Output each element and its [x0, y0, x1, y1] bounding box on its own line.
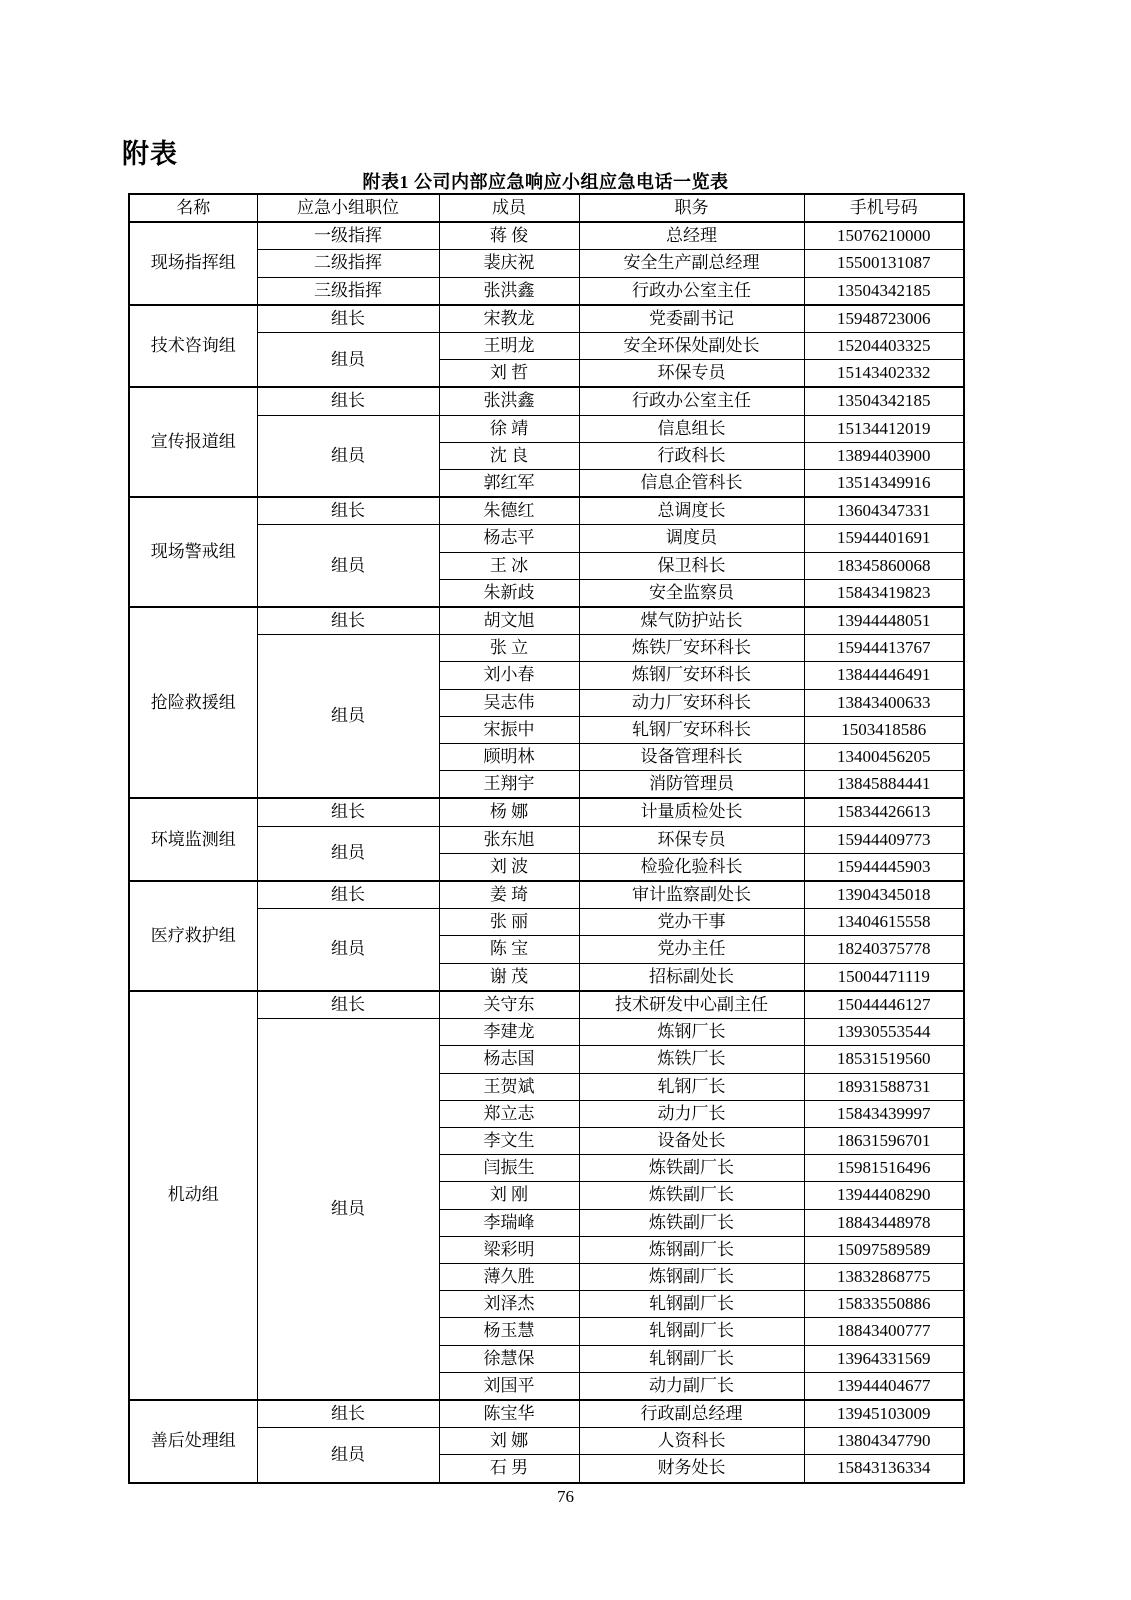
member-cell: 胡文旭 — [439, 607, 579, 635]
role-cell: 组长 — [257, 497, 439, 525]
phone-cell: 13504342185 — [804, 387, 964, 415]
phone-cell: 13843400633 — [804, 689, 964, 716]
role-cell: 组长 — [257, 607, 439, 635]
duty-cell: 炼钢副厂长 — [579, 1236, 804, 1263]
duty-cell: 党办主任 — [579, 936, 804, 963]
role-cell: 组员 — [257, 415, 439, 497]
phone-cell: 15843419823 — [804, 579, 964, 607]
table-body — [129, 222, 964, 1482]
member-cell: 梁彩明 — [439, 1236, 579, 1263]
group-name-cell: 环境监测组 — [129, 798, 257, 881]
phone-cell: 15981516496 — [804, 1155, 964, 1182]
table-row — [129, 387, 964, 415]
duty-cell: 党委副书记 — [579, 305, 804, 333]
phone-cell: 15097589589 — [804, 1236, 964, 1263]
emergency-contact-table — [128, 193, 965, 1484]
duty-cell: 炼钢副厂长 — [579, 1263, 804, 1290]
duty-cell: 安全生产副总经理 — [579, 250, 804, 277]
phone-cell: 13404615558 — [804, 909, 964, 936]
phone-cell: 15843136334 — [804, 1455, 964, 1483]
role-cell: 组员 — [257, 909, 439, 991]
role-cell: 组长 — [257, 305, 439, 333]
member-cell: 吴志伟 — [439, 689, 579, 716]
phone-cell: 15843439997 — [804, 1100, 964, 1127]
phone-cell: 15076210000 — [804, 222, 964, 250]
duty-cell: 总经理 — [579, 222, 804, 250]
role-cell: 一级指挥 — [257, 222, 439, 250]
member-cell: 刘国平 — [439, 1372, 579, 1400]
member-cell: 姜 琦 — [439, 881, 579, 909]
member-cell: 王翔宇 — [439, 771, 579, 799]
column-header-member: 成员 — [439, 194, 579, 222]
table-row — [129, 881, 964, 909]
duty-cell: 消防管理员 — [579, 771, 804, 799]
duty-cell: 轧钢副厂长 — [579, 1291, 804, 1318]
group-name-cell: 机动组 — [129, 991, 257, 1400]
role-cell: 组长 — [257, 1400, 439, 1428]
duty-cell: 总调度长 — [579, 497, 804, 525]
phone-cell: 15143402332 — [804, 360, 964, 388]
table-header-row — [129, 194, 964, 222]
duty-cell: 炼钢厂长 — [579, 1019, 804, 1046]
phone-cell: 13944408290 — [804, 1182, 964, 1209]
phone-cell: 15833550886 — [804, 1291, 964, 1318]
member-cell: 张 立 — [439, 635, 579, 662]
phone-cell: 13604347331 — [804, 497, 964, 525]
phone-cell: 15500131087 — [804, 250, 964, 277]
phone-cell: 15944413767 — [804, 635, 964, 662]
group-name-cell: 抢险救援组 — [129, 607, 257, 798]
group-name-cell: 医疗救护组 — [129, 881, 257, 991]
phone-cell: 15834426613 — [804, 798, 964, 826]
group-name-cell: 善后处理组 — [129, 1400, 257, 1483]
member-cell: 蒋 俊 — [439, 222, 579, 250]
emergency-contact-table-container — [128, 193, 963, 1484]
phone-cell: 13944404677 — [804, 1372, 964, 1400]
phone-cell: 15944401691 — [804, 525, 964, 552]
phone-cell: 13945103009 — [804, 1400, 964, 1428]
member-cell: 宋教龙 — [439, 305, 579, 333]
duty-cell: 设备处长 — [579, 1127, 804, 1154]
phone-cell: 15944445903 — [804, 853, 964, 881]
member-cell: 刘泽杰 — [439, 1291, 579, 1318]
table-row — [129, 798, 964, 826]
duty-cell: 轧钢副厂长 — [579, 1318, 804, 1345]
duty-cell: 动力厂长 — [579, 1100, 804, 1127]
member-cell: 裴庆祝 — [439, 250, 579, 277]
member-cell: 刘 哲 — [439, 360, 579, 388]
phone-cell: 13930553544 — [804, 1019, 964, 1046]
group-name-cell: 现场警戒组 — [129, 497, 257, 607]
table-header — [129, 194, 964, 222]
duty-cell: 信息企管科长 — [579, 470, 804, 498]
phone-cell: 13944448051 — [804, 607, 964, 635]
duty-cell: 环保专员 — [579, 360, 804, 388]
phone-cell: 18531519560 — [804, 1046, 964, 1073]
duty-cell: 炼铁副厂长 — [579, 1182, 804, 1209]
table-row — [129, 607, 964, 635]
phone-cell: 18345860068 — [804, 552, 964, 579]
role-cell: 组长 — [257, 991, 439, 1019]
group-name-cell: 技术咨询组 — [129, 305, 257, 388]
table-title: 附表1 公司内部应急响应小组应急电话一览表 — [362, 172, 729, 192]
duty-cell: 炼铁副厂长 — [579, 1155, 804, 1182]
role-cell: 组长 — [257, 798, 439, 826]
member-cell: 宋振中 — [439, 716, 579, 743]
phone-cell: 13964331569 — [804, 1345, 964, 1372]
role-cell: 二级指挥 — [257, 250, 439, 277]
column-header-role: 应急小组职位 — [257, 194, 439, 222]
member-cell: 张洪鑫 — [439, 387, 579, 415]
duty-cell: 行政办公室主任 — [579, 387, 804, 415]
member-cell: 杨 娜 — [439, 798, 579, 826]
member-cell: 王明龙 — [439, 333, 579, 360]
duty-cell: 审计监察副处长 — [579, 881, 804, 909]
phone-cell: 15004471119 — [804, 963, 964, 991]
duty-cell: 轧钢副厂长 — [579, 1345, 804, 1372]
phone-cell: 15044446127 — [804, 991, 964, 1019]
duty-cell: 煤气防护站长 — [579, 607, 804, 635]
phone-cell: 13845884441 — [804, 771, 964, 799]
duty-cell: 轧钢厂安环科长 — [579, 716, 804, 743]
member-cell: 谢 茂 — [439, 963, 579, 991]
duty-cell: 行政科长 — [579, 442, 804, 469]
role-cell: 组员 — [257, 1428, 439, 1483]
phone-cell: 13904345018 — [804, 881, 964, 909]
duty-cell: 技术研发中心副主任 — [579, 991, 804, 1019]
duty-cell: 党办干事 — [579, 909, 804, 936]
duty-cell: 炼钢厂安环科长 — [579, 662, 804, 689]
member-cell: 张 丽 — [439, 909, 579, 936]
member-cell: 沈 良 — [439, 442, 579, 469]
phone-cell: 18843448978 — [804, 1209, 964, 1236]
table-row — [129, 222, 964, 250]
member-cell: 石 男 — [439, 1455, 579, 1483]
duty-cell: 信息组长 — [579, 415, 804, 442]
member-cell: 刘 娜 — [439, 1428, 579, 1455]
member-cell: 关守东 — [439, 991, 579, 1019]
phone-cell: 1503418586 — [804, 716, 964, 743]
group-name-cell: 现场指挥组 — [129, 222, 257, 305]
role-cell: 组长 — [257, 881, 439, 909]
role-cell: 组员 — [257, 333, 439, 388]
duty-cell: 炼铁厂长 — [579, 1046, 804, 1073]
phone-cell: 13832868775 — [804, 1263, 964, 1290]
duty-cell: 轧钢厂长 — [579, 1073, 804, 1100]
member-cell: 陈 宝 — [439, 936, 579, 963]
phone-cell: 18931588731 — [804, 1073, 964, 1100]
table-row — [129, 305, 964, 333]
member-cell: 郑立志 — [439, 1100, 579, 1127]
phone-cell: 13504342185 — [804, 277, 964, 305]
duty-cell: 安全监察员 — [579, 579, 804, 607]
duty-cell: 保卫科长 — [579, 552, 804, 579]
member-cell: 张东旭 — [439, 826, 579, 853]
duty-cell: 招标副处长 — [579, 963, 804, 991]
role-cell: 组员 — [257, 635, 439, 799]
role-cell: 组长 — [257, 387, 439, 415]
phone-cell: 13844446491 — [804, 662, 964, 689]
member-cell: 郭红军 — [439, 470, 579, 498]
phone-cell: 15204403325 — [804, 333, 964, 360]
member-cell: 薄久胜 — [439, 1263, 579, 1290]
duty-cell: 财务处长 — [579, 1455, 804, 1483]
duty-cell: 计量质检处长 — [579, 798, 804, 826]
member-cell: 张洪鑫 — [439, 277, 579, 305]
duty-cell: 行政副总经理 — [579, 1400, 804, 1428]
page-number: 76 — [557, 1487, 574, 1506]
member-cell: 王 冰 — [439, 552, 579, 579]
duty-cell: 检验化验科长 — [579, 853, 804, 881]
member-cell: 朱德红 — [439, 497, 579, 525]
member-cell: 顾明林 — [439, 744, 579, 771]
member-cell: 刘 波 — [439, 853, 579, 881]
member-cell: 李文生 — [439, 1127, 579, 1154]
column-header-phone: 手机号码 — [804, 194, 964, 222]
group-name-cell: 宣传报道组 — [129, 387, 257, 497]
duty-cell: 安全环保处副处长 — [579, 333, 804, 360]
table-row — [129, 497, 964, 525]
member-cell: 徐慧保 — [439, 1345, 579, 1372]
phone-cell: 15134412019 — [804, 415, 964, 442]
column-header-name: 名称 — [129, 194, 257, 222]
duty-cell: 设备管理科长 — [579, 744, 804, 771]
phone-cell: 13804347790 — [804, 1428, 964, 1455]
member-cell: 刘小春 — [439, 662, 579, 689]
section-heading: 附表 — [122, 139, 178, 169]
duty-cell: 炼铁厂安环科长 — [579, 635, 804, 662]
phone-cell: 13400456205 — [804, 744, 964, 771]
phone-cell: 15948723006 — [804, 305, 964, 333]
duty-cell: 动力厂安环科长 — [579, 689, 804, 716]
duty-cell: 动力副厂长 — [579, 1372, 804, 1400]
duty-cell: 行政办公室主任 — [579, 277, 804, 305]
phone-cell: 13514349916 — [804, 470, 964, 498]
column-header-duty: 职务 — [579, 194, 804, 222]
phone-cell: 13894403900 — [804, 442, 964, 469]
duty-cell: 人资科长 — [579, 1428, 804, 1455]
phone-cell: 18631596701 — [804, 1127, 964, 1154]
phone-cell: 18240375778 — [804, 936, 964, 963]
member-cell: 陈宝华 — [439, 1400, 579, 1428]
member-cell: 杨志平 — [439, 525, 579, 552]
member-cell: 朱新歧 — [439, 579, 579, 607]
member-cell: 杨志国 — [439, 1046, 579, 1073]
role-cell: 组员 — [257, 525, 439, 607]
member-cell: 杨玉慧 — [439, 1318, 579, 1345]
member-cell: 李建龙 — [439, 1019, 579, 1046]
duty-cell: 炼铁副厂长 — [579, 1209, 804, 1236]
role-cell: 组员 — [257, 826, 439, 881]
member-cell: 徐 靖 — [439, 415, 579, 442]
table-row — [129, 991, 964, 1019]
role-cell: 组员 — [257, 1019, 439, 1400]
member-cell: 刘 刚 — [439, 1182, 579, 1209]
phone-cell: 15944409773 — [804, 826, 964, 853]
duty-cell: 环保专员 — [579, 826, 804, 853]
member-cell: 王贺斌 — [439, 1073, 579, 1100]
role-cell: 三级指挥 — [257, 277, 439, 305]
member-cell: 李瑞峰 — [439, 1209, 579, 1236]
duty-cell: 调度员 — [579, 525, 804, 552]
member-cell: 闫振生 — [439, 1155, 579, 1182]
phone-cell: 18843400777 — [804, 1318, 964, 1345]
table-row — [129, 1400, 964, 1428]
